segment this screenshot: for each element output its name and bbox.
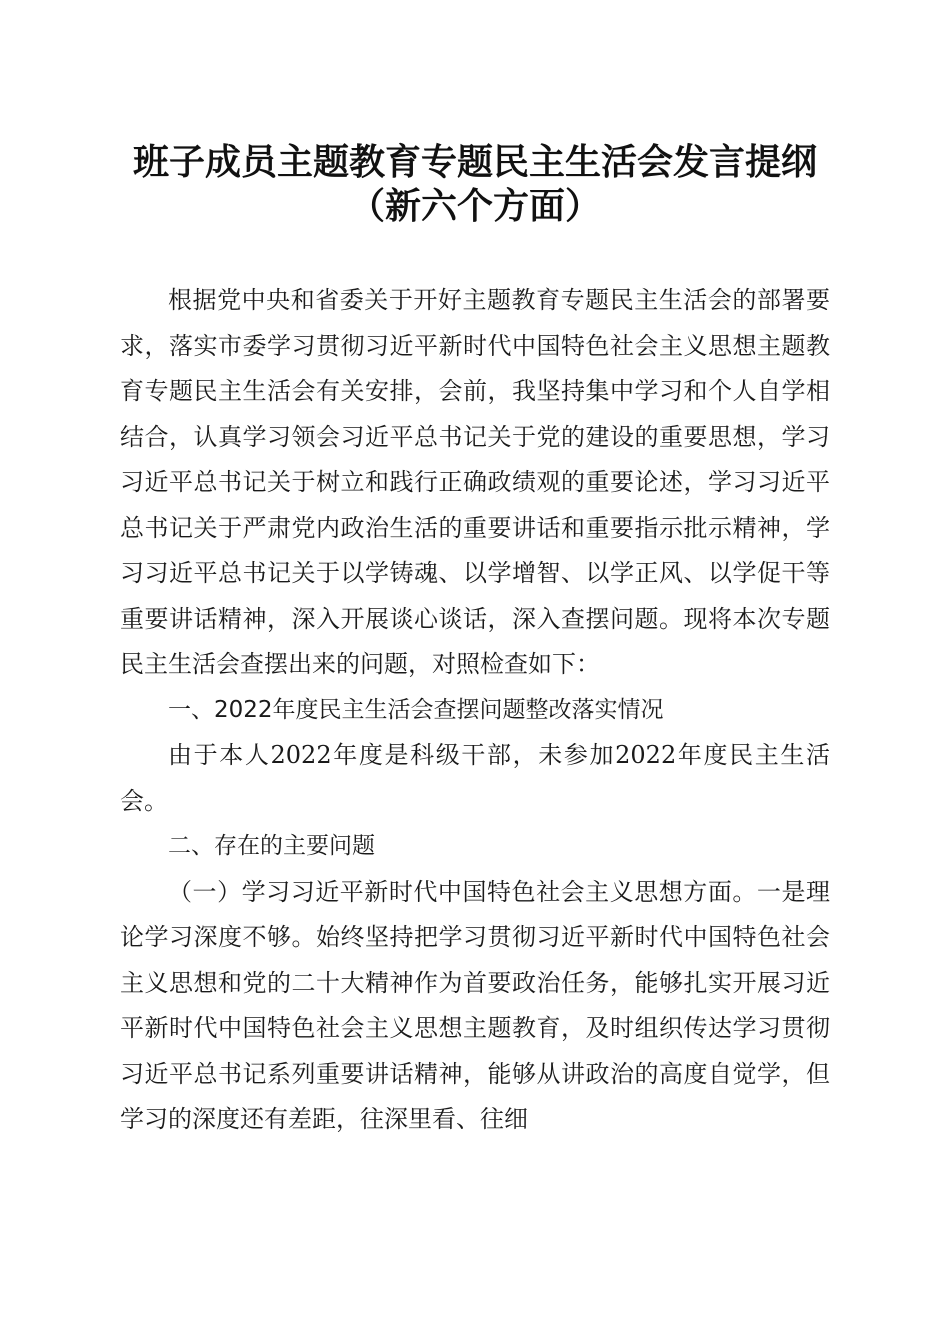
intro-paragraph: 根据党中央和省委关于开好主题教育专题民主生活会的部署要求，落实市委学习贯彻习近平新时代中国特色社会主义思想主题教育专题民主生活会有关安排，会前，我坚持集中学习和个人自学相结合，认真学习领会习近平总书记关于党的建设的重要思想，学习习近平总书记关于树立和践行正确政绩观的重要论述，学习习近平总书记关于严肃党内政治生活的重要讲话和重要指示批示精神，学习习近平总书记关于以学铸魂、以学增智、以学正风、以学促干等重要讲话精神，深入开展谈心谈话，深入查摆问题。现将本次专题民主生活会查摆出来的问题，对照检查如下：: [120, 286, 830, 678]
document-subtitle: （新六个方面）: [348, 185, 601, 227]
section-2-item-1-paragraph: （一）学习习近平新时代中国特色社会主义思想方面。一是理论学习深度不够。始终坚持把学习贯彻习近平新时代中国特色社会主义思想和党的二十大精神作为首要政治任务，能够扎实开展习近平新时代中国特色社会主义思想主题教育，及时组织传达学习贯彻习近平总书记系列重要讲话精神，能够从讲政治的高度自觉学，但学习的深度还有差距，往深里看、往细: [120, 877, 830, 1133]
section-heading-2: 二、存在的主要问题: [168, 833, 375, 859]
section-heading-1: 一、2022年度民主生活会查摆问题整改落实情况: [168, 696, 664, 723]
section-1-paragraph: 由于本人2022年度是科级干部，未参加2022年度民主生活会。: [120, 741, 830, 815]
document-body: [120, 278, 830, 1143]
document-title: 班子成员主题教育专题民主生活会发言提纲: [132, 141, 817, 183]
